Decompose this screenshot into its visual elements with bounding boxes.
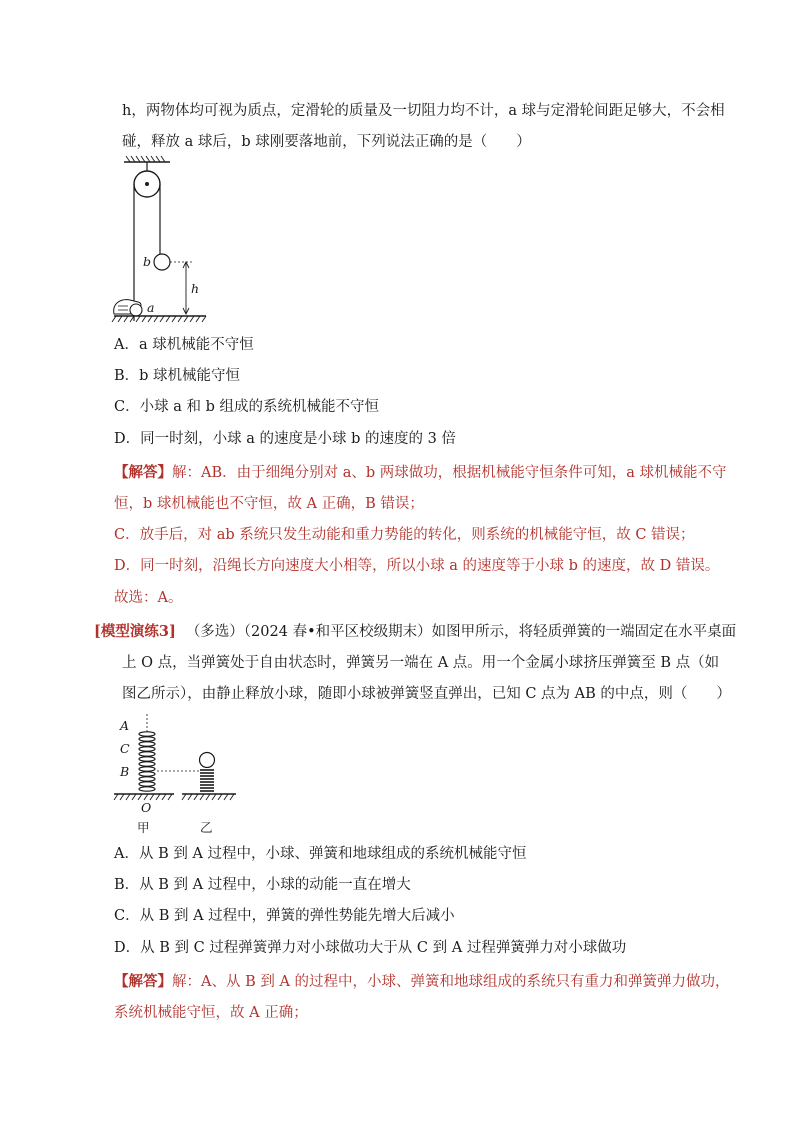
q3-stem-text-1: （多选）（2024 春•和平区校级期末）如图甲所示，将轻质弹簧的一端固定在水平桌面 xyxy=(185,624,737,640)
q3-option-d: D．从 B 到 C 过程弹簧弹力对小球做功大于从 C 到 A 过程弹簧弹力对小球做功 xyxy=(114,940,627,956)
label-A: A xyxy=(120,718,130,733)
q3-stem-line-3: 图乙所示），由静止释放小球，随即小球被弹簧竖直弹出，已知 C 点为 AB 的中点，则（ ） xyxy=(122,686,731,702)
pulley-figure xyxy=(108,156,248,326)
caption-jia: 甲 xyxy=(137,820,150,835)
caption-yi: 乙 xyxy=(200,820,213,835)
ball-b xyxy=(154,254,170,270)
label-h: h xyxy=(191,281,200,296)
q2-option-c: C．小球 a 和 b 组成的系统机械能不守恒 xyxy=(114,399,379,415)
q3-tag: [模型演练3] xyxy=(94,623,176,640)
q2-answer-line-3: C．放手后，对 ab 系统只发生动能和重力势能的转化，则系统的机械能守恒，故 C 错误； xyxy=(114,527,695,543)
q2-stem-line-2: 碰，释放 a 球后，b 球刚要落地前，下列说法正确的是（ ） xyxy=(122,134,531,150)
q2-stem-line-1: h，两物体均可视为质点，定滑轮的质量及一切阻力均不计，a 球与定滑轮间距足够大，不会相 xyxy=(122,103,725,119)
q2-answer-line-1 xyxy=(114,463,727,483)
q2-answer-line-2: 恒，b 球机械能也不守恒，故 A 正确，B 错误； xyxy=(114,496,424,512)
answer-text: 解：A、从 B 到 A 的过程中，小球、弹簧和地球组成的系统只有重力和弹簧弹力做功， xyxy=(172,974,730,990)
answer-text: 解：AB．由于细绳分别对 a、b 两球做功，根据机械能守恒条件可知，a 球机械能不守 xyxy=(172,465,727,481)
answer-label: 【解答】 xyxy=(114,464,172,481)
metal-ball xyxy=(200,753,215,768)
q2-option-a: A．a 球机械能不守恒 xyxy=(114,337,254,353)
spring-figure xyxy=(110,708,250,838)
q3-option-a: A．从 B 到 A 过程中，小球、弹簧和地球组成的系统机械能守恒 xyxy=(114,846,527,862)
q2-option-d: D．同一时刻，小球 a 的速度是小球 b 的速度的 3 倍 xyxy=(114,431,456,447)
answer-label: 【解答】 xyxy=(114,973,172,990)
q3-option-b: B．从 B 到 A 过程中，小球的动能一直在增大 xyxy=(114,877,411,893)
label-b: b xyxy=(143,254,152,269)
q3-answer-line-2: 系统机械能守恒，故 A 正确； xyxy=(114,1005,308,1021)
q3-stem-line-2: 上 O 点，当弹簧处于自由状态时，弹簧另一端在 A 点。用一个金属小球挤压弹簧至 B 点（如 xyxy=(122,655,720,671)
q2-choice: 故选：A。 xyxy=(114,590,183,606)
label-a: a xyxy=(147,300,155,315)
q3-stem-line-1 xyxy=(94,622,736,642)
q3-option-c: C．从 B 到 A 过程中，弹簧的弹性势能先增大后减小 xyxy=(114,908,455,924)
q3-answer-line-1 xyxy=(114,972,730,992)
label-O: O xyxy=(141,800,152,815)
ball-a xyxy=(130,304,142,316)
q2-answer-line-4: D．同一时刻，沿绳长方向速度大小相等，所以小球 a 的速度等于小球 b 的速度，故 D 错误。 xyxy=(114,558,720,574)
label-B: B xyxy=(120,764,130,779)
q2-option-b: B．b 球机械能守恒 xyxy=(114,368,241,384)
label-C: C xyxy=(120,741,130,756)
